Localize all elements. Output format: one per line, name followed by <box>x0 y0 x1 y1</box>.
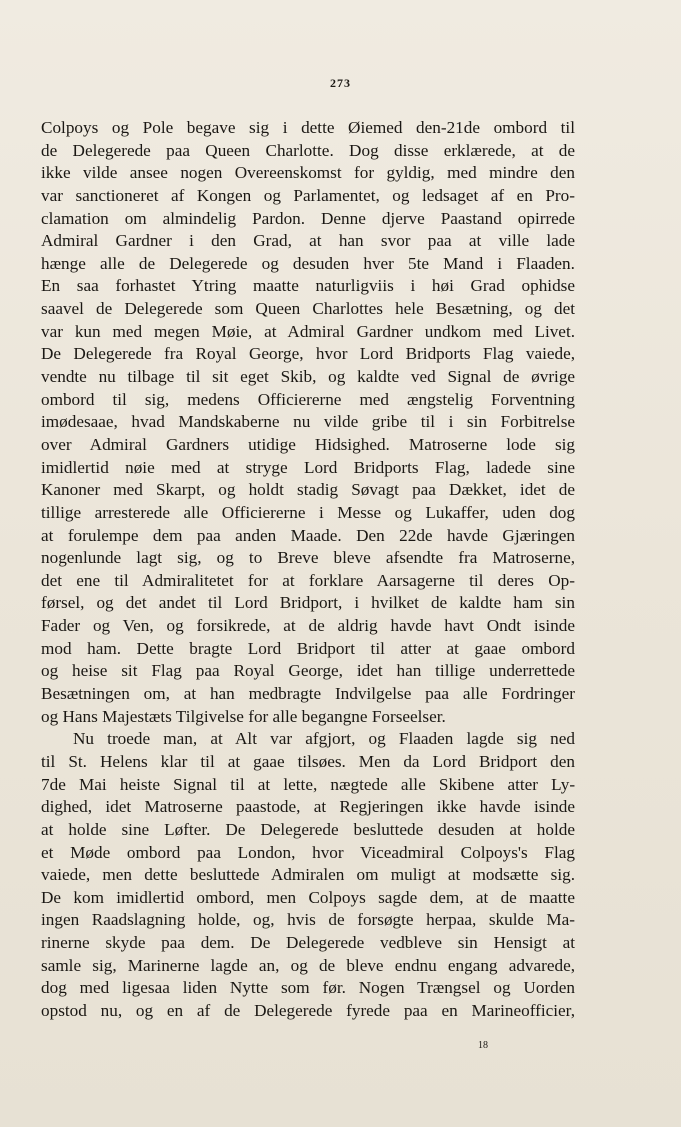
text-line: hænge alle de Delegerede og desuden hver 5te Mand i Flaaden. <box>41 253 575 273</box>
text-line: saavel de Delegerede som Queen Charlottes hele Besætning, og det <box>41 299 576 319</box>
text-line: et Møde ombord paa London, hvor Viceadmiral Colpoys's Flag <box>41 842 575 862</box>
page-number: 273 <box>330 76 351 90</box>
text-line: var sanctioneret af Kongen og Parlamentet, og ledsaget af en Pro- <box>41 185 575 205</box>
text-line: at forulempe dem paa anden Maade. Den 22de havde Gjæringen <box>41 525 575 545</box>
body-text <box>41 117 575 1023</box>
text-line: vaiede, men dette besluttede Admiralen om muligt at modsætte sig. <box>41 865 575 885</box>
text-line: ingen Raadslagning holde, og, hvis de forsøgte herpaa, skulde Ma- <box>41 910 575 930</box>
text-line: Fader og Ven, og forsikrede, at de aldrig havde havt Ondt isinde <box>41 616 575 636</box>
text-line: ikke vilde ansee nogen Overeenskomst for gyldig, med mindre den <box>41 163 575 183</box>
text-line: En saa forhastet Ytring maatte naturligviis i høi Grad ophidse <box>41 276 575 296</box>
text-line: var kun med megen Møie, at Admiral Gardner undkom med Livet. <box>41 321 576 341</box>
text-line: de Delegerede paa Queen Charlotte. Dog disse erklærede, at de <box>41 140 576 160</box>
text-line: opstod nu, og en af de Delegerede fyrede paa en Marineofficier, <box>41 1000 575 1020</box>
text-line: 7de Mai heiste Signal til at lette, nægtede alle Skibene atter Ly- <box>41 774 576 794</box>
text-line: Admiral Gardner i den Grad, at han svor paa at ville lade <box>41 231 576 251</box>
signature-mark: 18 <box>478 1040 488 1051</box>
text-line: vendte nu tilbage til sit eget Skib, og kaldte ved Signal de øvrige <box>41 367 576 387</box>
text-line: samle sig, Marinerne lagde an, og de bleve endnu engang advarede, <box>41 955 576 975</box>
text-line: at holde sine Løfter. De Delegerede besluttede desuden at holde <box>41 819 575 839</box>
text-line: Besætningen om, at han medbragte Indvilgelse paa alle Fordringer <box>41 684 575 704</box>
text-line: og heise sit Flag paa Royal George, idet han tillige underrettede <box>41 661 576 681</box>
text-line: tillige arresterede alle Officiererne i Messe og Lukaffer, uden dog <box>41 502 575 522</box>
text-line: nogenlunde lagt sig, og to Breve bleve afsendte fra Matroserne, <box>41 548 575 568</box>
text-line: og Hans Majestæts Tilgivelse for alle begangne Forseelser. <box>41 706 446 726</box>
text-line: det ene til Admiralitetet for at forklare Aarsagerne til deres Op- <box>41 570 575 590</box>
text-line: De kom imidlertid ombord, men Colpoys sagde dem, at de maatte <box>41 887 575 907</box>
text-line: dog med ligesaa liden Nytte som før. Nogen Trængsel og Uorden <box>41 978 575 998</box>
text-line: ombord til sig, medens Officiererne med ængstelig Forventning <box>41 389 575 409</box>
text-line: over Admiral Gardners utidige Hidsighed. Matroserne lode sig <box>41 434 576 454</box>
text-line: førsel, og det andet til Lord Bridport, i hvilket de kaldte ham sin <box>41 593 575 613</box>
text-line: imødesaae, hvad Mandskaberne nu vilde gribe til i sin Forbitrelse <box>41 412 576 432</box>
text-line: rinerne skyde paa dem. De Delegerede vedbleve sin Hensigt at <box>41 933 576 953</box>
text-line: mod ham. Dette bragte Lord Bridport til atter at gaae ombord <box>41 638 575 658</box>
text-line: De Delegerede fra Royal George, hvor Lord Bridports Flag vaiede, <box>41 344 576 364</box>
text-line: clamation om almindelig Pardon. Denne djerve Paastand opirrede <box>41 208 576 228</box>
text-line: dighed, idet Matroserne paastode, at Regjeringen ikke havde isinde <box>41 797 576 817</box>
text-line: imidlertid nøie med at stryge Lord Bridports Flag, ladede sine <box>41 457 575 477</box>
text-line: til St. Helens klar til at gaae tilsøes. Men da Lord Bridport den <box>41 751 575 771</box>
text-line: Kanoner med Skarpt, og holdt stadig Søvagt paa Dækket, idet de <box>41 480 576 500</box>
text-line: Nu troede man, at Alt var afgjort, og Flaaden lagde sig ned <box>73 729 575 749</box>
text-line: Colpoys og Pole begave sig i dette Øiemed den-21de ombord til <box>41 118 575 137</box>
